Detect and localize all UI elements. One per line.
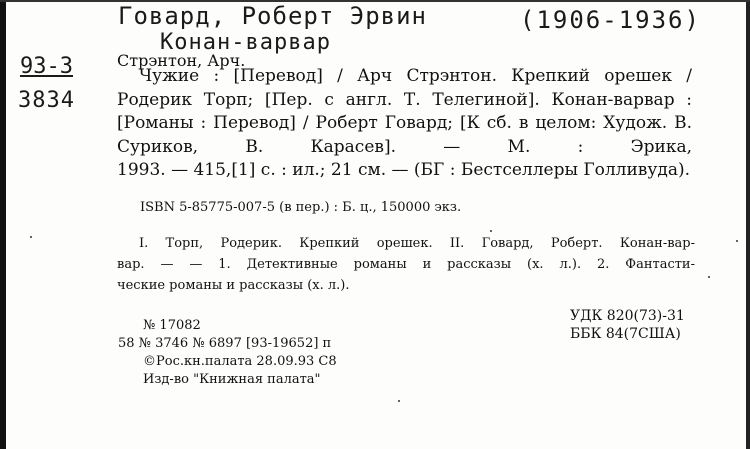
handwritten-title: Конан-варвар: [160, 30, 331, 55]
scan-speck: [736, 240, 738, 242]
scan-speck: [30, 236, 32, 238]
bibliographic-description: [117, 65, 692, 183]
copyright-line: ©Рос.кн.палата 28.09.93 С8: [143, 354, 337, 369]
tracing-line-2: вар. — — 1. Детективные романы и рассказы (х. л.). 2. Фантасти-: [117, 257, 695, 272]
scan-speck: [398, 400, 400, 402]
tracing-line-3: ческие романы и рассказы (х. л.).: [117, 278, 350, 293]
order-line: 58 № 3746 № 6897 [93-19652] п: [118, 336, 332, 351]
handwritten-classification: 93-3: [20, 54, 73, 79]
scan-speck: [490, 230, 492, 232]
card-left-edge: [0, 0, 6, 449]
description-main: Чужие : [Перевод] / Арч Стрэнтон. Крепкий орешек / Родерик Торп; [Пер. с англ. Т. Телегиной]. Конан-варвар : [Романы : Перевод] / Роберт Говард; [К сб. в целом: Худож. В. Суриков, В. Карасев]. — М. : Эрика,: [117, 66, 692, 157]
udk-code: УДК 820(73)-31: [570, 308, 685, 324]
card-number: № 17082: [143, 318, 201, 333]
isbn-line: ISBN 5-85775-007-5 (в пер.) : Б. ц., 150000 экз.: [140, 200, 462, 215]
description-tail: 1993. — 415,[1] с. : ил.; 21 см. — (БГ : Бестселлеры Голливуда).: [117, 160, 691, 180]
scan-speck: [708, 276, 710, 278]
tracings: [117, 233, 695, 296]
publisher-line: Изд-во "Книжная палата": [143, 372, 321, 387]
bbk-code: ББК 84(7США): [570, 326, 681, 342]
handwritten-dates: (1906-1936): [520, 6, 701, 34]
handwritten-author: Говард, Роберт Эрвин: [118, 2, 427, 30]
handwritten-author-number: 3834: [18, 88, 75, 113]
tracing-line-1: I. Торп, Родерик. Крепкий орешек. II. Говард, Роберт. Конан-вар-: [139, 236, 695, 251]
card-right-edge: [746, 0, 750, 449]
main-heading: Стрэнтон, Арч.: [117, 51, 246, 70]
